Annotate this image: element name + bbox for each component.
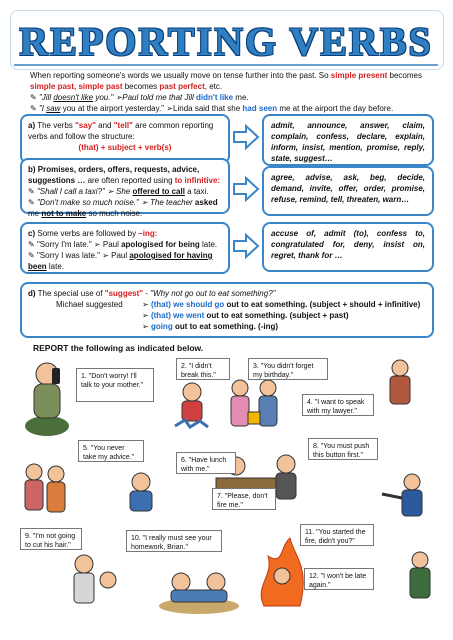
exercise-heading: REPORT the following as indicated below. [33,343,204,353]
cartoon-man-lawyer-illustration [380,358,420,408]
speech-bubble-9: 9. "I'm not going to cut his hair." [20,528,82,550]
intro-example-2: ✎ "I saw you at the airport yesterday." ➢Linda said that she had seen me at the airport the day before. [30,104,394,113]
speech-bubble-10: 10. "I really must see your homework, Brian." [126,530,222,552]
section-b-rule: b) Promises, orders, offers, requests, advice, suggestions … are often reported using to infinitive: ✎ "Shall I call a taxi?" ➢ She offered to call a taxi. ✎ "Don't make so much noise." ➢ The teacher asked me not to make so much noise. [20,158,230,214]
cartoon-late-man-illustration [400,550,440,606]
page-title: REPORTING VERBS [19,19,433,64]
cartoon-man-button-illustration [378,470,428,520]
intro-paragraph: When reporting someone's words we usually move on tense further into the past. So simple present becomes simple past, simple past becomes past perfect, etc. ✎ "Jill doesn't like you." ➢Paul told me that Jill didn't like me. ✎ "I saw you at the airport yesterday." ➢Linda said that she had seen me at the airport the day before. [30,70,430,114]
cartoon-homework-illustration [156,560,242,616]
title-rule [14,64,438,66]
speech-bubble-3: 3. "You didn't forget my birthday." [248,358,328,380]
section-a-rule: a) The verbs "say" and "tell" are common reporting verbs and follow the structure: (that) + subject + verb(s) [20,114,230,164]
intro-example-1: ✎ "Jill doesn't like you." ➢Paul told me that Jill didn't like me. [30,93,249,102]
section-b-verbs: agree, advise, ask, beg, decide, demand, invite, offer, order, promise, refuse, remind, tell, threaten, warn… [262,166,434,216]
arrow-right-icon [232,233,260,259]
cartoon-man-lunch-illustration [116,470,166,515]
section-a-verbs: admit, announce, answer, claim, complain, confess, declare, explain, inform, insist, mention, promise, reply, state, suggest… [262,114,434,166]
speech-bubble-4: 4. "I want to speak with my lawyer." [302,394,374,416]
cartoon-couple-gift-illustration [224,376,284,436]
speech-bubble-12: 12. "I won't be late again." [304,568,374,590]
arrow-right-icon [232,176,260,202]
speech-bubble-2: 2. "I didn't break this." [176,358,230,380]
arrow-right-icon [232,124,260,150]
section-d-rule: d) The special use of "suggest" - "Why not go out to eat something?" Michael suggested ➢ (that) we should go out to eat something. (subject + should + infinitive) ➢ (that) we went out to eat something. (subject + past) ➢ going out to eat something. (-ing) [20,282,434,338]
cartoon-man-phone-illustration [22,356,72,436]
speech-bubble-1: 1. "Don't worry! I'll talk to your mother." [76,368,154,402]
speech-bubble-7: 7. "Please, don't fire me." [212,488,276,510]
speech-bubble-8: 8. "You must push this button first." [308,438,378,460]
speech-bubble-11: 11. "You started the fire, didn't you?" [300,524,374,546]
cartoon-fire-illustration [254,536,310,612]
cartoon-hairdresser-illustration [66,550,122,610]
section-c-rule: c) Some verbs are followed by –ing: ✎ "Sorry I'm late." ➢ Paul apologised for being late. ✎ "Sorry I was late." ➢ Paul apologised for having been late. [20,222,230,274]
section-c-verbs: accuse of, admit (to), confess to, congratulated for, deny, insist on, regret, thank for … [262,222,434,272]
cartoon-couple-advice-illustration [20,460,70,520]
cartoon-boy-broken-vase-illustration [170,380,215,430]
speech-bubble-6: 6. "Have lunch with me." [176,452,236,474]
speech-bubble-5: 5. "You never take my advice." [78,440,144,462]
